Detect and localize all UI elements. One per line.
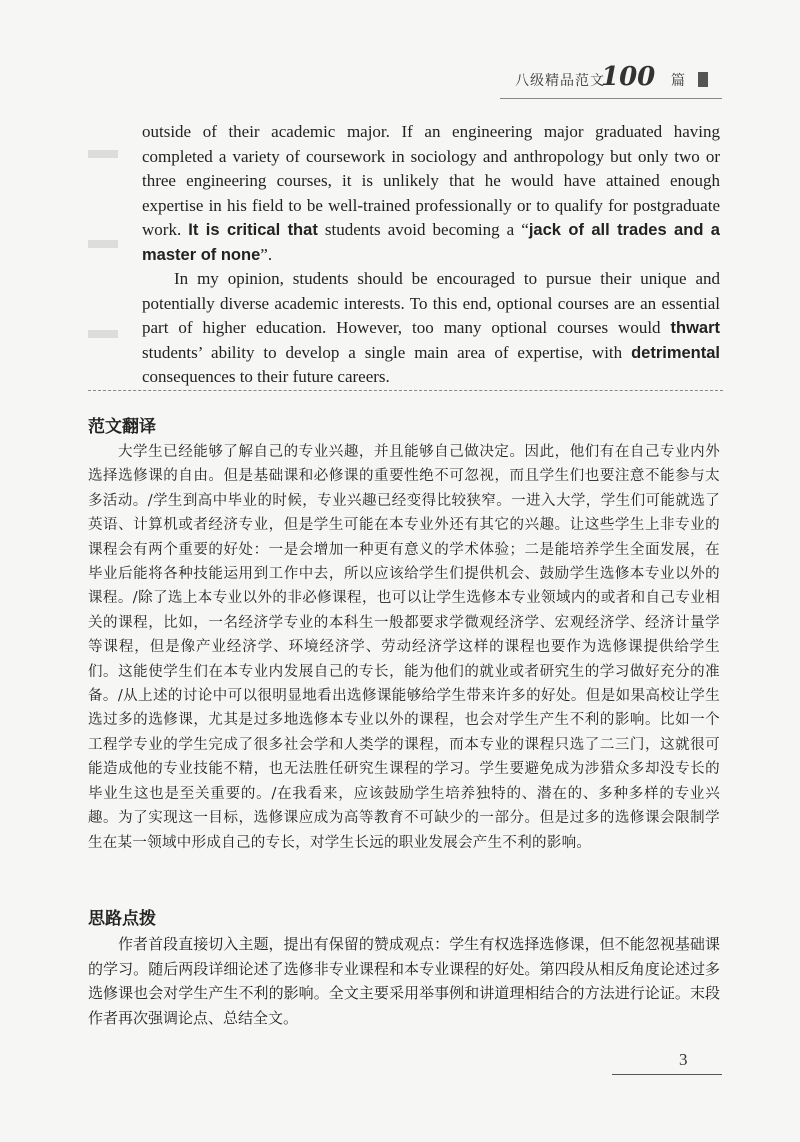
header-rule xyxy=(500,98,722,99)
analysis-paragraph: 作者首段直接切入主题，提出有保留的赞成观点：学生有权选择选修课，但不能忽视基础课的学习。随后两段详细论述了选修非专业课程和本专业课程的好处。第四段从相反角度论述过多选修课也会对学生产生不利的影响。全文主要采用举事例和讲道理相结合的方法进行论证。末段作者再次强调论点、总结全文。 xyxy=(88,935,720,1027)
translation-paragraph: 大学生已经能够了解自己的专业兴趣，并且能够自己做决定。因此，他们有在自己专业内外选择选修课的自由。但是基础课和必修课的重要性绝不可忽视，而且学生们也要注意不能参与太多活动。/学生到高中毕业的时候，专业兴趣已经变得比较狭窄。一进入大学，学生们可能就选了英语、计算机或者经济专业，但是学生可能在本专业外还有其它的兴趣。让这些学生上非专业的课程会有两个重要的好处：一是会增加一种更有意义的学术体验；二是能培养学生全面发展，在毕业后能将各种技能运用到工作中去，所以应该给学生们提供机会、鼓励学生选修本专业以外的课程。/除了选上本专业以外的非必修课程，也可以让学生选修本专业领域内的或者和自己专业相关的课程，比如，一名经济学专业的本科生一般都要求学微观经济学、宏观经济学、经济计量学等课程，但是像产业经济学、环境经济学、劳动经济学这样的课程也要作为选修课提供给学生们。这能使学生们在本专业内发展自己的专长，能为他们的就业或者研究生的学习做好充分的准备。/从上述的讨论中可以很明显地看出选修课能够给学生带来许多的好处。但是如果高校让学生选过多的选修课，尤其是过多地选修本专业以外的课程，也会对学生产生不利的影响。比如一个工程学专业的学生完成了很多社会学和人类学的课程，而本专业的课程只选了二三门，这就很可能造成他的专业技能不精，也无法胜任研究生课程的学习。学生要避免成为涉猎众多却没专长的毕业生这也是至关重要的。/在我看来，应该鼓励学生培养独特的、潜在的、多种多样的专业兴趣。为了实现这一目标，选修课应成为高等教育不可缺少的一部分。但是过多的选修课会限制学生在某一领域中形成自己的专长，对学生长远的职业发展会产生不利的影响。 xyxy=(88,444,720,851)
footer-rule xyxy=(612,1074,722,1075)
translation-text xyxy=(88,440,720,855)
key-word: thwart xyxy=(670,319,720,337)
header-number: 100 xyxy=(601,62,656,92)
translation-heading: 范文翻译 xyxy=(88,417,156,437)
english-paragraph-1: outside of their academic major. If an engineering major graduated having completed a variety of coursework in sociology and anthropology but only two or three engineering courses, it is unlikely that he would have attained enough expertise in his field to be well-trained professionally or to qualify for postgraduate work. It is critical that students avoid becoming a “jack of all trades and a master of none”. xyxy=(142,122,720,264)
key-word: detrimental xyxy=(631,343,720,362)
key-phrase: jack of all trades and a master of none xyxy=(142,221,720,264)
running-header xyxy=(505,62,715,96)
header-suffix: 篇 xyxy=(671,73,685,89)
english-paragraph-2: In my opinion, students should be encouraged to pursue their unique and potentially diverse academic interests. To this end, optional courses are an essential part of higher education. However, too many optional courses would thwart students’ ability to develop a single main area of expertise, with detrimental consequences to their future careers. xyxy=(142,269,720,386)
header-title: 八级精品范文 xyxy=(515,73,605,89)
analysis-text xyxy=(88,932,720,1030)
margin-decoration xyxy=(88,120,122,390)
analysis-heading: 思路点拨 xyxy=(88,909,156,929)
english-essay xyxy=(142,120,720,390)
header-marker-block xyxy=(698,72,708,87)
page-number: 3 xyxy=(679,1050,688,1069)
section-divider xyxy=(88,390,723,391)
key-phrase: It is critical that xyxy=(188,221,318,239)
